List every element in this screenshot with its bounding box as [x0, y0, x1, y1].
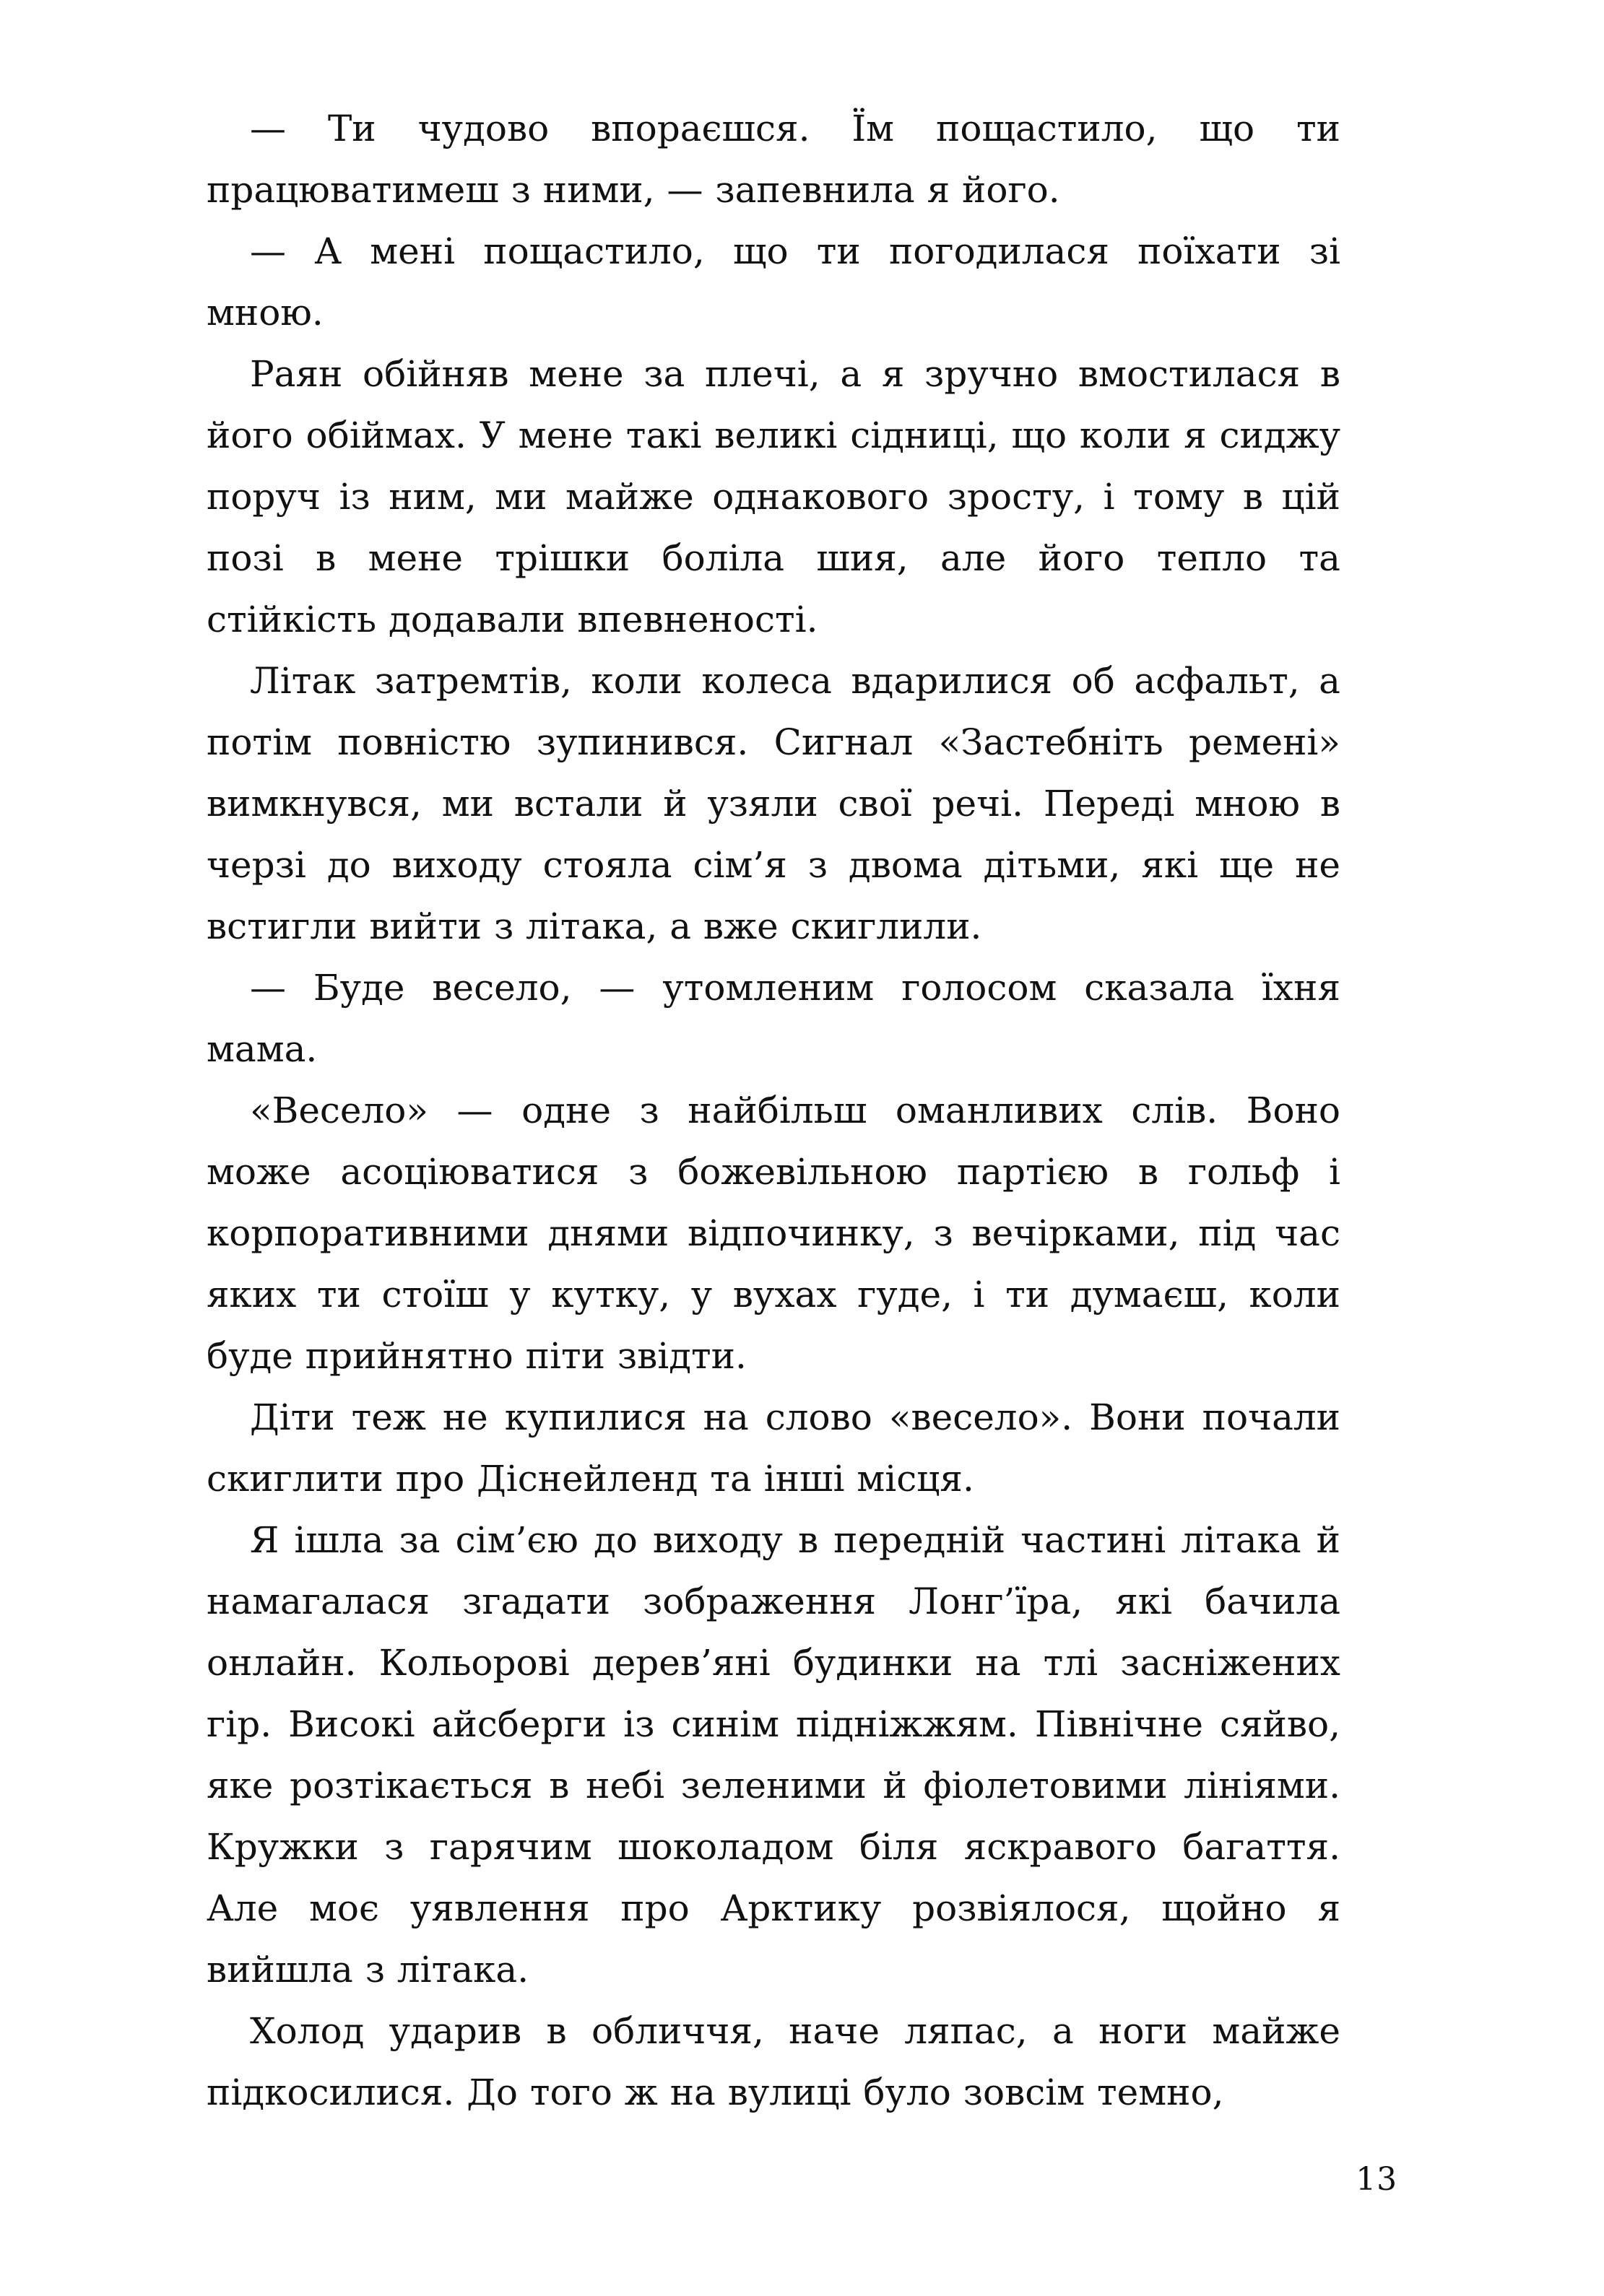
page-text-block [207, 98, 1340, 2123]
paragraph: Діти теж не купилися на слово «весело». Вони почали скиглити про Діснейленд та інші місця. [207, 1396, 1340, 1500]
paragraph: — А мені пощастило, що ти погодилася поїхати зі мною. [207, 230, 1340, 334]
paragraph: — Ти чудово впораєшся. Їм пощастило, що ти працюватимеш з ними, — запевнила я його. [207, 108, 1340, 211]
page-number: 13 [1356, 2161, 1397, 2198]
paragraph: — Буде весело, — утомленим голосом сказала їхня мама. [207, 967, 1340, 1070]
paragraph: Раян обійняв мене за плечі, а я зручно вмостилася в його обіймах. У мене такі великі сідниці, що коли я сиджу поруч із ним, ми майже однакового зросту, і тому в цій позі в мене трішки боліла шия, але його тепло та стійкість додавали впевненості. [207, 353, 1340, 640]
paragraph: Холод ударив в обличчя, наче ляпас, а ноги майже підкосилися. До того ж на вулиці було зовсім темно, [207, 2010, 1340, 2113]
paragraph: «Весело» — одне з найбільш оманливих слів. Воно може асоціюватися з божевільною партією в гольф і корпоративними днями відпочинку, з вечірками, під час яких ти стоїш у кутку, у вухах гуде, і ти думаєш, коли буде прийнятно піти звідти. [207, 1090, 1340, 1377]
paragraph: Я ішла за сім’єю до виходу в передній частині літака й намагалася згадати зображення Лонг’їра, які бачила онлайн. Кольорові дерев’яні будинки на тлі засніжених гір. Високі айсберги із синім підніжжям. Північне сяйво, яке розтікається в небі зеленими й фіолетовими лініями. Кружки з гарячим шоколадом біля яскравого багаття. Але моє уявлення про Арктику розвіялося, щойно я вийшла з літака. [207, 1519, 1340, 1991]
paragraph: Літак затремтів, коли колеса вдарилися об асфальт, а потім повністю зупинився. Сигнал «Застебніть ремені» вимкнувся, ми встали й узяли свої речі. Переді мною в черзі до виходу стояла сім’я з двома дітьми, які ще не встигли вийти з літака, а вже скиглили. [207, 660, 1340, 947]
